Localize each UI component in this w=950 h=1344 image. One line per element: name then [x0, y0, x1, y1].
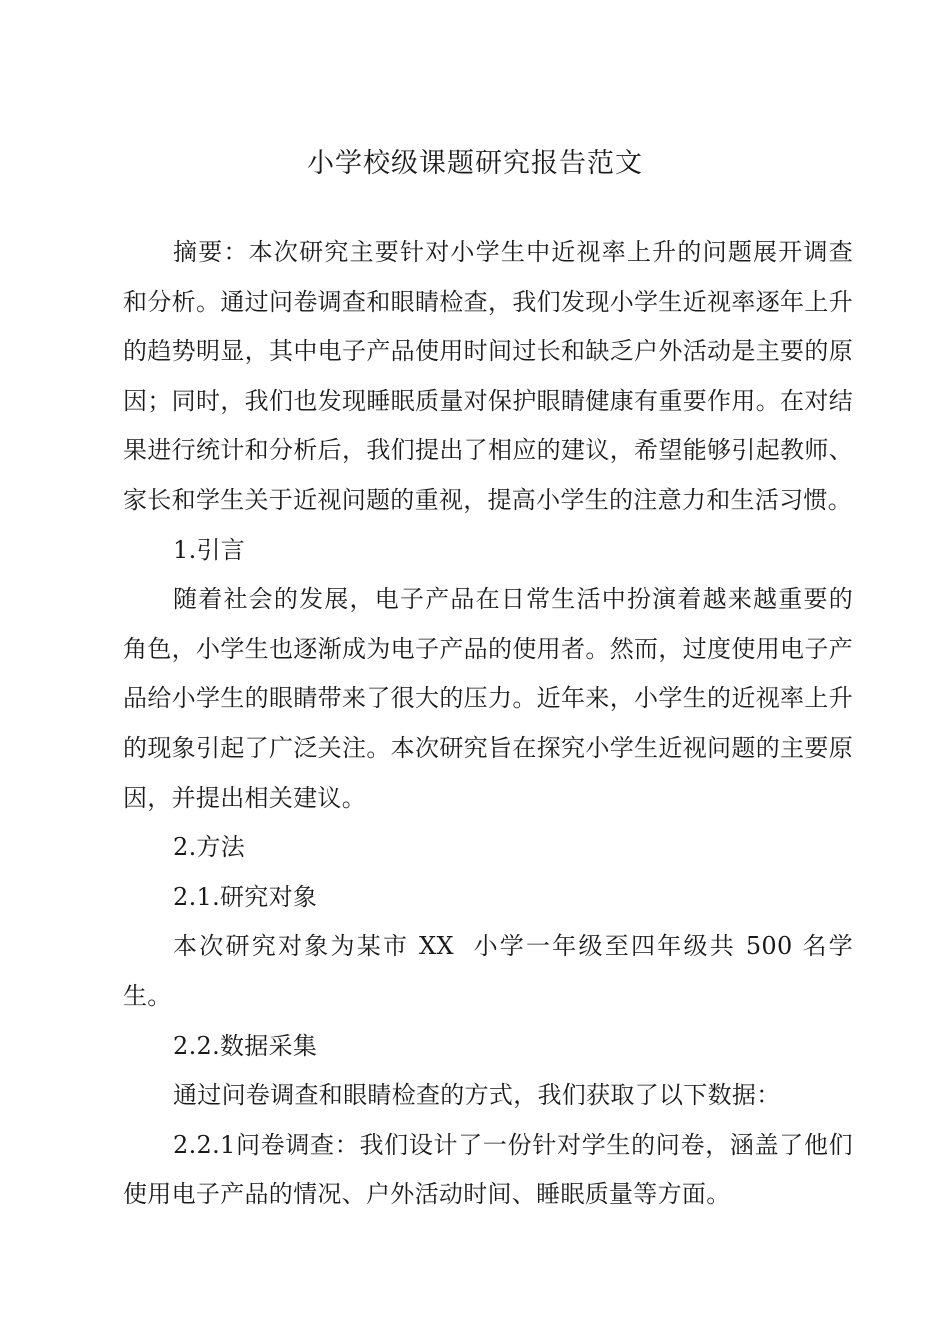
abstract-paragraph: 摘要：本次研究主要针对小学生中近视率上升的问题展开调查和分析。通过问卷调查和眼睛检查，我们发现小学生近视率逐年上升的趋势明显，其中电子产品使用时间过长和缺乏户外活动是主要的原因；同时，我们也发现睡眠质量对保护眼睛健康有重要作用。在对结果进行统计和分析后，我们提出了相应的建议，希望能够引起教师、家长和学生关于近视问题的重视，提高小学生的注意力和生活习惯。 [123, 238, 853, 514]
subsection-heading-data-collection: 2.2.数据采集 [173, 1031, 318, 1060]
document-title: 小学校级课题研究报告范文 [307, 148, 643, 179]
subsection-heading-subjects: 2.1.研究对象 [173, 882, 318, 911]
subjects-paragraph: 本次研究对象为某市 XX 小学一年级至四年级共 500 名学生。 [123, 932, 853, 1010]
section-heading-method: 2.方法 [173, 833, 246, 862]
document-body [123, 228, 853, 1220]
data-collection-paragraph: 通过问卷调查和眼睛检查的方式，我们获取了以下数据： [173, 1081, 781, 1110]
introduction-paragraph: 随着社会的发展，电子产品在日常生活中扮演着越来越重要的角色，小学生也逐渐成为电子产品的使用者。然而，过度使用电子产品给小学生的眼睛带来了很大的压力。近年来，小学生的近视率上升的现象引起了广泛关注。本次研究旨在探究小学生近视问题的主要原因，并提出相关建议。 [123, 585, 853, 812]
questionnaire-paragraph: 2.2.1问卷调查：我们设计了一份针对学生的问卷，涵盖了他们使用电子产品的情况、户外活动时间、睡眠质量等方面。 [123, 1130, 853, 1209]
section-heading-introduction: 1.引言 [173, 535, 246, 564]
